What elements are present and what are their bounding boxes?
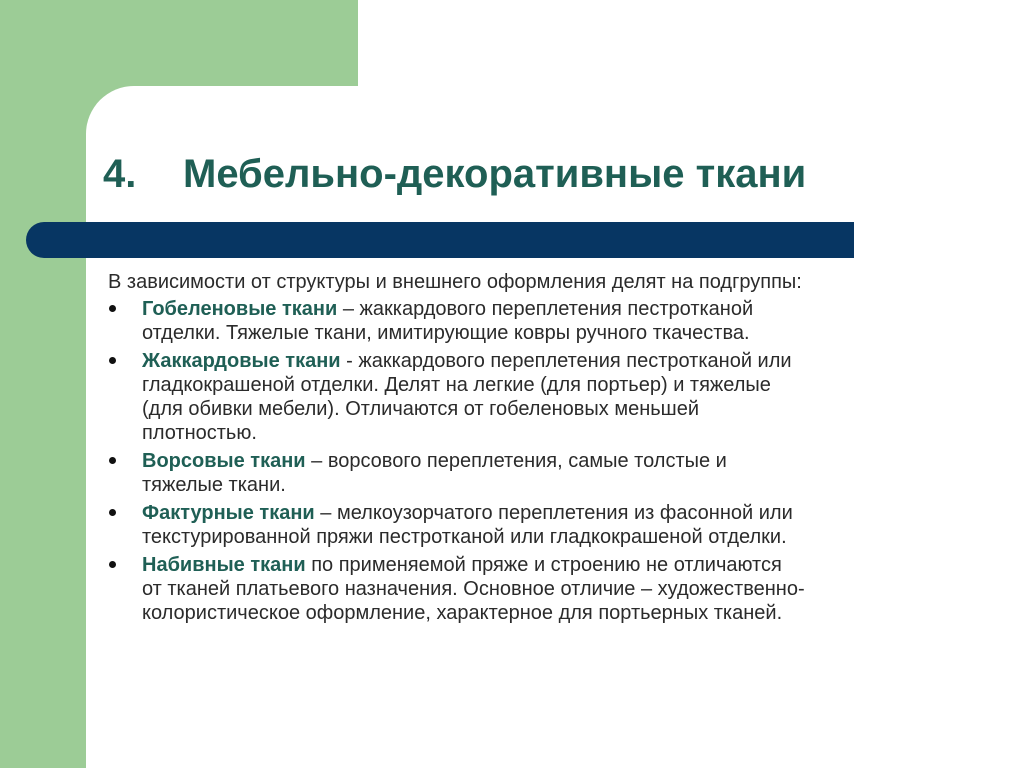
item-term: Набивные ткани: [142, 554, 306, 576]
item-text: – ворсового переплетения, самые толстые и: [305, 450, 727, 472]
item-text: тяжелые ткани.: [142, 474, 286, 496]
item-text: текстурированной пряжи пестротканой или гладкокрашеной отделки.: [142, 526, 787, 548]
item-text: плотностью.: [142, 422, 257, 444]
bullet-dot-icon: [109, 457, 116, 464]
item-text: - жаккардового переплетения пестротканой или: [340, 350, 792, 372]
list-item-jacquard: [108, 349, 968, 445]
list-item-textured: [108, 501, 968, 549]
slide-body: [108, 270, 968, 629]
bullet-dot-icon: [109, 305, 116, 312]
list-item-line: [142, 553, 968, 577]
list-item-printed: [108, 553, 968, 625]
bullet-dot-icon: [109, 561, 116, 568]
slide-title-text: Мебельно-декоративные ткани: [183, 152, 807, 196]
intro-text: В зависимости от структуры и внешнего оформления делят на подгруппы:: [108, 271, 802, 293]
list-item-line: [142, 501, 968, 525]
list-item-line: [142, 449, 968, 473]
item-term: Ворсовые ткани: [142, 450, 306, 472]
list-item-gobelin: [108, 297, 968, 345]
item-text: по применяемой пряже и строению не отличаются: [305, 554, 782, 576]
item-text: – мелкоузорчатого переплетения из фасонной или: [314, 502, 793, 524]
item-term: Гобеленовые ткани: [142, 298, 338, 320]
bullet-dot-icon: [109, 509, 116, 516]
list-item-line: [142, 297, 968, 321]
title-underline-bar: [26, 222, 854, 258]
item-text: – жаккардового переплетения пестротканой: [337, 298, 754, 320]
item-term: Фактурные ткани: [142, 502, 315, 524]
bullet-list: [108, 297, 968, 625]
list-item-pile: [108, 449, 968, 497]
item-text: гладкокрашеной отделки. Делят на легкие (для портьер) и тяжелые: [142, 374, 771, 396]
slide-number: 4.: [103, 152, 137, 196]
item-text: колористическое оформление, характерное для портьерных тканей.: [142, 602, 783, 624]
item-text: от тканей платьевого назначения. Основное отличие – художественно-: [142, 578, 805, 600]
slide-title: [103, 152, 806, 197]
item-text: (для обивки мебели). Отличаются от гобеленовых меньшей: [142, 398, 700, 420]
list-item-line: [142, 349, 968, 373]
bullet-dot-icon: [109, 357, 116, 364]
item-text: отделки. Тяжелые ткани, имитирующие ковры ручного ткачества.: [142, 322, 750, 344]
item-term: Жаккардовые ткани: [142, 350, 341, 372]
